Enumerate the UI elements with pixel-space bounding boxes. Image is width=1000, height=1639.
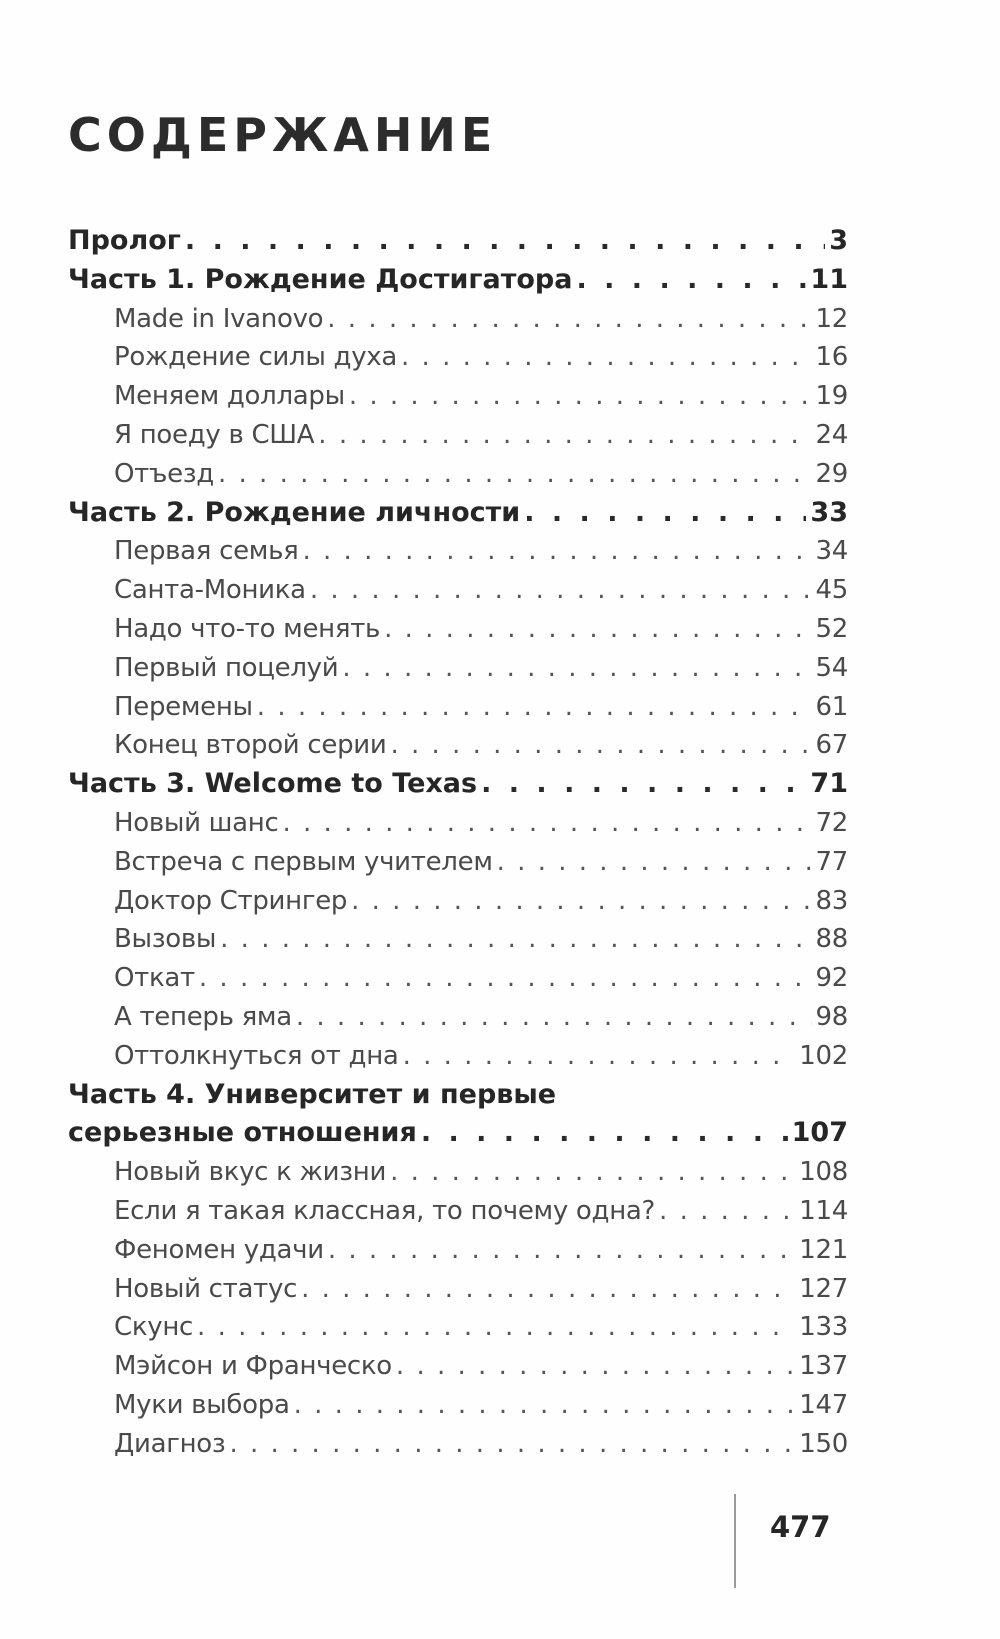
dot-leader: [199, 959, 812, 998]
toc-entry-page: 3: [829, 225, 848, 256]
toc-entry-title: Конец второй серии: [114, 730, 387, 761]
toc-chapter-entry: [68, 1153, 848, 1192]
toc-chapter-entry: [68, 338, 848, 377]
dot-leader: [401, 338, 811, 377]
toc-entry-page: 52: [815, 613, 848, 644]
dot-leader: [257, 688, 812, 727]
dot-leader: [403, 1037, 796, 1076]
toc-entry-page: 133: [799, 1312, 848, 1343]
toc-entry-page: 24: [815, 419, 848, 450]
toc-entry-title: Встреча с первым учителем: [114, 846, 493, 877]
toc-entry-page: 72: [815, 807, 848, 838]
toc-entry-page: 33: [810, 496, 848, 528]
dot-leader: [301, 1270, 795, 1309]
toc-entry-page: 108: [799, 1157, 848, 1188]
toc-entry-title: Первая семья: [114, 536, 299, 567]
dot-leader: [349, 377, 812, 416]
dot-leader: [220, 920, 811, 959]
dot-leader: [294, 1386, 796, 1425]
toc-chapter-entry: [68, 1308, 848, 1347]
toc-entry-title: Рождение силы духа: [114, 342, 398, 373]
toc-entry-page: 61: [815, 691, 848, 722]
toc-chapter-entry: [68, 688, 848, 727]
dot-leader: [390, 726, 811, 765]
toc-entry-title: Пролог: [68, 225, 181, 256]
toc-chapter-entry: [68, 920, 848, 959]
toc-entry-page: 54: [815, 652, 848, 683]
toc-entry-title: А теперь яма: [114, 1001, 292, 1032]
dot-leader: [384, 610, 811, 649]
toc-entry-title: Феномен удачи: [114, 1234, 324, 1265]
toc-chapter-entry: [68, 571, 848, 610]
toc-chapter-entry: [68, 1231, 848, 1270]
dot-leader: [296, 998, 812, 1037]
toc-chapter-entry: [68, 1192, 848, 1231]
dot-leader: [302, 532, 811, 571]
toc-entry-page: 67: [815, 730, 848, 761]
toc-chapter-entry: [68, 998, 848, 1037]
toc-entry-page: 114: [799, 1195, 848, 1226]
dot-leader: [283, 804, 812, 843]
toc-entry-title: Муки выбора: [114, 1389, 290, 1420]
toc-entry-title: Если я такая классная, то почему одна?: [114, 1195, 656, 1226]
toc-entry-title: Оттолкнуться от дна: [114, 1040, 399, 1071]
toc-entry-title: Новый шанс: [114, 807, 279, 838]
dot-leader: [659, 1192, 795, 1231]
toc-chapter-entry: [68, 1347, 848, 1386]
toc-part-entry: [68, 1076, 848, 1115]
dot-leader: [396, 1347, 795, 1386]
toc-entry-title: Made in Ivanovo: [114, 303, 324, 334]
toc-chapter-entry: [68, 726, 848, 765]
toc-entry-page: 45: [815, 575, 848, 606]
toc-entry-title: Новый статус: [114, 1273, 298, 1304]
toc-entry-title: Мэйсон и Франческо: [114, 1351, 392, 1382]
dot-leader: [497, 843, 812, 882]
toc-entry-page: 121: [799, 1234, 848, 1265]
toc-entry-page: 34: [815, 536, 848, 567]
toc-entry-title: Вызовы: [114, 924, 217, 955]
toc-entry-title: Откат: [114, 963, 195, 994]
toc-chapter-entry: [68, 377, 848, 416]
toc-chapter-entry: [68, 532, 848, 571]
toc-part-entry: [68, 222, 848, 261]
toc-entry-page: 102: [799, 1040, 848, 1071]
toc-entry-page: 77: [815, 846, 848, 877]
toc-part-entry: [68, 765, 848, 804]
toc-entry-title: Доктор Стрингер: [114, 885, 348, 916]
toc-chapter-entry: [68, 455, 848, 494]
toc-entry-page: 12: [815, 303, 848, 334]
toc-entry-title: Первый поцелуй: [114, 652, 339, 683]
toc-entry-title: Отъезд: [114, 458, 214, 489]
toc-entry-page: 19: [815, 381, 848, 412]
toc-entry-page: 107: [791, 1117, 848, 1149]
toc-chapter-entry: [68, 1270, 848, 1309]
toc-entry-title: Новый вкус к жизни: [114, 1157, 387, 1188]
toc-chapter-entry: [68, 649, 848, 688]
dot-leader: [390, 1153, 795, 1192]
toc-entry-page: 29: [815, 458, 848, 489]
toc-chapter-entry: [68, 843, 848, 882]
toc-chapter-entry: [68, 959, 848, 998]
dot-leader: [318, 416, 811, 455]
toc-chapter-entry: [68, 416, 848, 455]
toc-entry-page: 16: [815, 342, 848, 373]
toc-entry-page: 98: [815, 1001, 848, 1032]
toc-chapter-entry: [68, 1037, 848, 1076]
toc-part-entry: [68, 1114, 848, 1153]
toc-entry-title: Санта-Моника: [114, 575, 306, 606]
toc-entry-title: Часть 2. Рождение личности: [68, 496, 521, 528]
toc-entry-page: 147: [799, 1389, 848, 1420]
dot-leader: [576, 261, 806, 300]
dot-leader: [327, 300, 811, 339]
toc-chapter-entry: [68, 1425, 848, 1464]
toc-chapter-entry: [68, 882, 848, 921]
toc-entry-page: 11: [810, 263, 848, 295]
toc-entry-title: серьезные отношения: [68, 1117, 417, 1149]
toc-entry-title: Надо что-то менять: [114, 613, 381, 644]
toc-chapter-entry: [68, 300, 848, 339]
toc-part-entry: [68, 261, 848, 300]
toc-entry-title: Перемены: [114, 691, 253, 722]
toc-entry-title: Диагноз: [114, 1428, 226, 1459]
toc-entry-title: Я поеду в США: [114, 419, 315, 450]
toc-chapter-entry: [68, 804, 848, 843]
toc-entry-title: Часть 4. Университет и первые: [68, 1078, 557, 1110]
dot-leader: [481, 765, 806, 804]
dot-leader: [218, 455, 812, 494]
toc-entry-page: 83: [815, 885, 848, 916]
dot-leader: [185, 222, 825, 261]
page-number: 477: [770, 1510, 831, 1544]
toc-entry-page: 137: [799, 1351, 848, 1382]
folio-divider: [734, 1494, 736, 1588]
dot-leader: [197, 1308, 795, 1347]
page-title: СОДЕРЖАНИЕ: [68, 108, 498, 162]
toc-entry-title: Скунс: [114, 1312, 194, 1343]
toc-chapter-entry: [68, 1386, 848, 1425]
toc-entry-page: 92: [815, 963, 848, 994]
dot-leader: [524, 494, 806, 533]
toc-part-entry: [68, 494, 848, 533]
toc-entry-title: Меняем доллары: [114, 381, 345, 412]
toc-entry-title: Часть 3. Welcome to Texas: [68, 768, 478, 800]
dot-leader: [229, 1425, 795, 1464]
dot-leader: [328, 1231, 795, 1270]
toc-chapter-entry: [68, 610, 848, 649]
toc-entry-page: 127: [799, 1273, 848, 1304]
toc-entry-page: 71: [810, 768, 848, 800]
dot-leader: [310, 571, 812, 610]
dot-leader: [342, 649, 811, 688]
toc-entry-page: 88: [815, 924, 848, 955]
toc-entry-page: 150: [799, 1428, 848, 1459]
toc-entry-title: Часть 1. Рождение Достигатора: [68, 263, 573, 295]
table-of-contents: [68, 222, 848, 1464]
dot-leader: [421, 1114, 788, 1153]
dot-leader: [351, 882, 811, 921]
